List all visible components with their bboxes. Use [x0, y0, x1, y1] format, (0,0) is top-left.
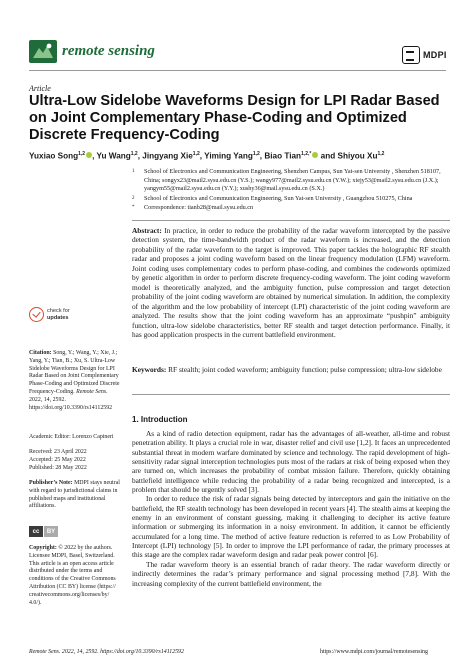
footer-journal-url[interactable]: https://www.mdpi.com/journal/remotesensing	[320, 649, 428, 655]
publisher-note-text: MDPI stays neutral with regard to jurisdictional claims in published maps and institutional affiliations.	[29, 480, 120, 510]
publisher-note-label: Publisher’s Note:	[29, 480, 73, 486]
copyright-block	[29, 545, 121, 607]
paragraph: In order to reduce the risk of radar signals being detected by interceptors and gain the initiative on the battlefield, the RF stealth technology has been developed in recent years [4]. The stealth aims at keeping the enemy in an environment of constant guessing, making it challenging to decipher its active feature information or submerging its information in a noisy environment. In addition, it cannot be efficiently accumulated for a long time. The method of active feature reduction is referred to as Low Probability of Intercept (LPI) technology [5]. In order to improve the LPI performance of radar, the primary processes at this stage are the complex radar waveform design and radar peak power control [6].	[132, 494, 450, 560]
accepted-date: Accepted: 25 May 2022	[29, 456, 86, 463]
author-affiliation: 1,2	[130, 151, 138, 157]
cc-by-license-badge[interactable]	[29, 526, 58, 537]
check-updates-icon	[29, 307, 44, 322]
affiliation-item	[132, 204, 450, 213]
header-divider	[29, 70, 446, 71]
abstract-divider	[132, 220, 450, 221]
author-affiliation: 1,2	[252, 151, 260, 157]
check-updates-line2: updates	[47, 314, 69, 321]
cc-icon: cc	[29, 526, 43, 537]
affiliation-number: 2	[132, 195, 135, 201]
article-type: Article	[29, 84, 51, 93]
keywords-divider	[132, 394, 450, 395]
affiliation-number: *	[132, 205, 135, 211]
check-updates-line1: check for	[47, 308, 70, 314]
abstract	[132, 226, 450, 339]
citation-volume-doi[interactable]: 2022, 14, 2592. https://doi.org/10.3390/rs14112592	[29, 396, 113, 411]
orcid-icon[interactable]	[86, 152, 92, 158]
author-name[interactable]: Yuxiao Song	[29, 151, 79, 161]
abstract-text: In practice, in order to reduce the probability of the radar waveform intercepted by the passive detection system, the time-bandwidth product of the radar waveform is increased, and the detection probability of the radar waveform to the target is improved. This paper tackles the holographic RF stealth radar and proposes a joint coding waveform based on the linear frequency modulation (LFM) waveform. Joint coding uses complementary codes to perform phase-coding, and combines the codewords optimized by genetic algorithm in order to perform discrete frequency-coding waveform. The joint coding waveform model is theoretically analyzed, and the ambiguity function, pulse compression and target detection probability of the joint coding waveform are obtained by numerical simulation. In addition, the complexity of the algorithm and the low probability of intercept (LPI) characteristic of the joint coding waveform are analyzed. The results show that the joint coding waveform has an approximate “pushpin” ambiguity function, ultra-low sidelobe characteristics, better RF stealth and target detection performance. Finally, it has good application prospects in the current battlefield environment.	[132, 226, 450, 339]
affiliation-item	[132, 195, 450, 204]
citation-label: Citation:	[29, 350, 52, 356]
citation-journal: Remote Sens.	[76, 388, 108, 395]
copyright-label: Copyright:	[29, 545, 57, 551]
citation-block	[29, 350, 121, 412]
published-date: Published: 28 May 2022	[29, 464, 87, 471]
author-affiliation: 1,2,*	[301, 151, 312, 157]
publication-dates	[29, 449, 121, 472]
keywords-label: Keywords:	[132, 365, 167, 374]
author-name[interactable]: Biao Tian	[264, 151, 302, 161]
mdpi-icon	[402, 46, 420, 64]
author-name[interactable]: Jingyang Xie	[142, 151, 193, 161]
academic-editor: Academic Editor: Lorenzo Capineri	[29, 434, 114, 440]
copyright-text: © 2022 by the authors. Licensee MDPI, Basel, Switzerland. This article is an open access article distributed under the terms and conditions of the Creative Commons Attribution (CC BY) license (https:// creativecommons.org/licenses/by/ 4.0/).	[29, 545, 116, 606]
authors-conjunction: and	[320, 151, 336, 161]
author-affiliation: 1,2	[78, 151, 86, 157]
check-for-updates-button[interactable]	[29, 307, 70, 322]
received-date: Received: 23 April 2022	[29, 449, 87, 455]
paragraph: The radar waveform theory is an essential branch of radar theory. The radar waveform directly or indirectly determines the radar’s primary performance and signal processing method [7,8]. With the increasing complexity of the current battlefield environment, the	[132, 559, 450, 588]
author-name[interactable]: Shiyou Xu	[337, 151, 378, 161]
author-name[interactable]: Yu Wang	[96, 151, 131, 161]
affiliation-item	[132, 168, 450, 194]
paper-title: Ultra-Low Sidelobe Waveforms Design for LPI Radar Based on Joint Complementary Phase-Coding and Optimized Discrete Frequency-Coding	[29, 93, 440, 143]
introduction-body	[132, 429, 450, 588]
affiliation-text: School of Electronics and Communication Engineering, Sun Yat-sen University , Guangzhou 510275, China	[144, 194, 413, 202]
correspondence-text[interactable]: Correspondence: tianb28@mail.sysu.edu.cn	[144, 204, 254, 212]
author-affiliation: 1,2	[192, 151, 200, 157]
orcid-icon[interactable]	[312, 152, 318, 158]
author-affiliation: 1,2	[377, 151, 385, 157]
publisher-logo	[402, 46, 447, 64]
keywords-text: RF stealth; joint coded waveform; ambiguity function; pulse compression; ultra-low sidelobe	[168, 365, 442, 374]
publisher-name: MDPI	[423, 50, 447, 60]
publisher-note	[29, 480, 121, 511]
abstract-label: Abstract:	[132, 226, 162, 235]
affiliation-number: 1	[132, 169, 135, 174]
keywords	[132, 365, 450, 374]
paragraph: As a kind of radio detection equipment, radar has the advantages of all-weather, all-time and robust penetration ability. It plays a crucial role in war, disaster relief and civil use [1,2]. It faces an unprecedented substantial threat in modern warfare dominated by science and technology. The rapid development of high-sensitivity radar signal interception technologies puts most of the radars at risk of being exposed when they are turned on, which increases the probability of combat mission failure. Therefore, quickly obtaining battlefield intelligence while reducing the probability of a radar being recognized and intercepted, is a problem that should be urgently solved [3].	[132, 429, 450, 495]
by-icon: BY	[44, 526, 58, 537]
affiliation-text: School of Electronics and Communication Engineering, Shenzhen Campus, Sun Yat-sen University , Shenzhen 518107, China; songyx23@mail2.sysu.edu.cn (Y.S.); wangy977@mail2.sysu.edu.cn (Y.W.); xiejy53@mail2.sysu.edu.cn (J.X.); yangym55@mail2.sysu.edu.cn (Y.Y.); xushy36@mail.sysu.edu.cn (S.X.)	[144, 168, 441, 193]
author-name[interactable]: Yiming Yang	[204, 151, 253, 161]
footer-citation[interactable]: Remote Sens. 2022, 14, 2592. https://doi.org/10.3390/rs14112592	[29, 649, 184, 655]
affiliations	[132, 168, 450, 214]
journal-logo	[29, 40, 57, 63]
section-heading: 1. Introduction	[132, 415, 188, 424]
citation-text: Song, Y.; Wang, Y.; Xie, J.; Yang, Y.; Tian, B.; Xu, S. Ultra-Low Sidelobe Waveforms Design for LPI Radar Based on Joint Complementary Phase-Coding and Optimized Discrete Frequency-Coding.	[29, 350, 120, 395]
journal-name: remote sensing	[62, 43, 155, 59]
author-list: Yuxiao Song$^{1,2}$ , Yu Wang$^{1,2}$, Jingyang Xie$^{1,2}$, Yiming Yang$^{1,2}$, Biao Tian$^{1,2,*}$ and Shiyou Xu$^{1,2}$	[29, 151, 385, 161]
